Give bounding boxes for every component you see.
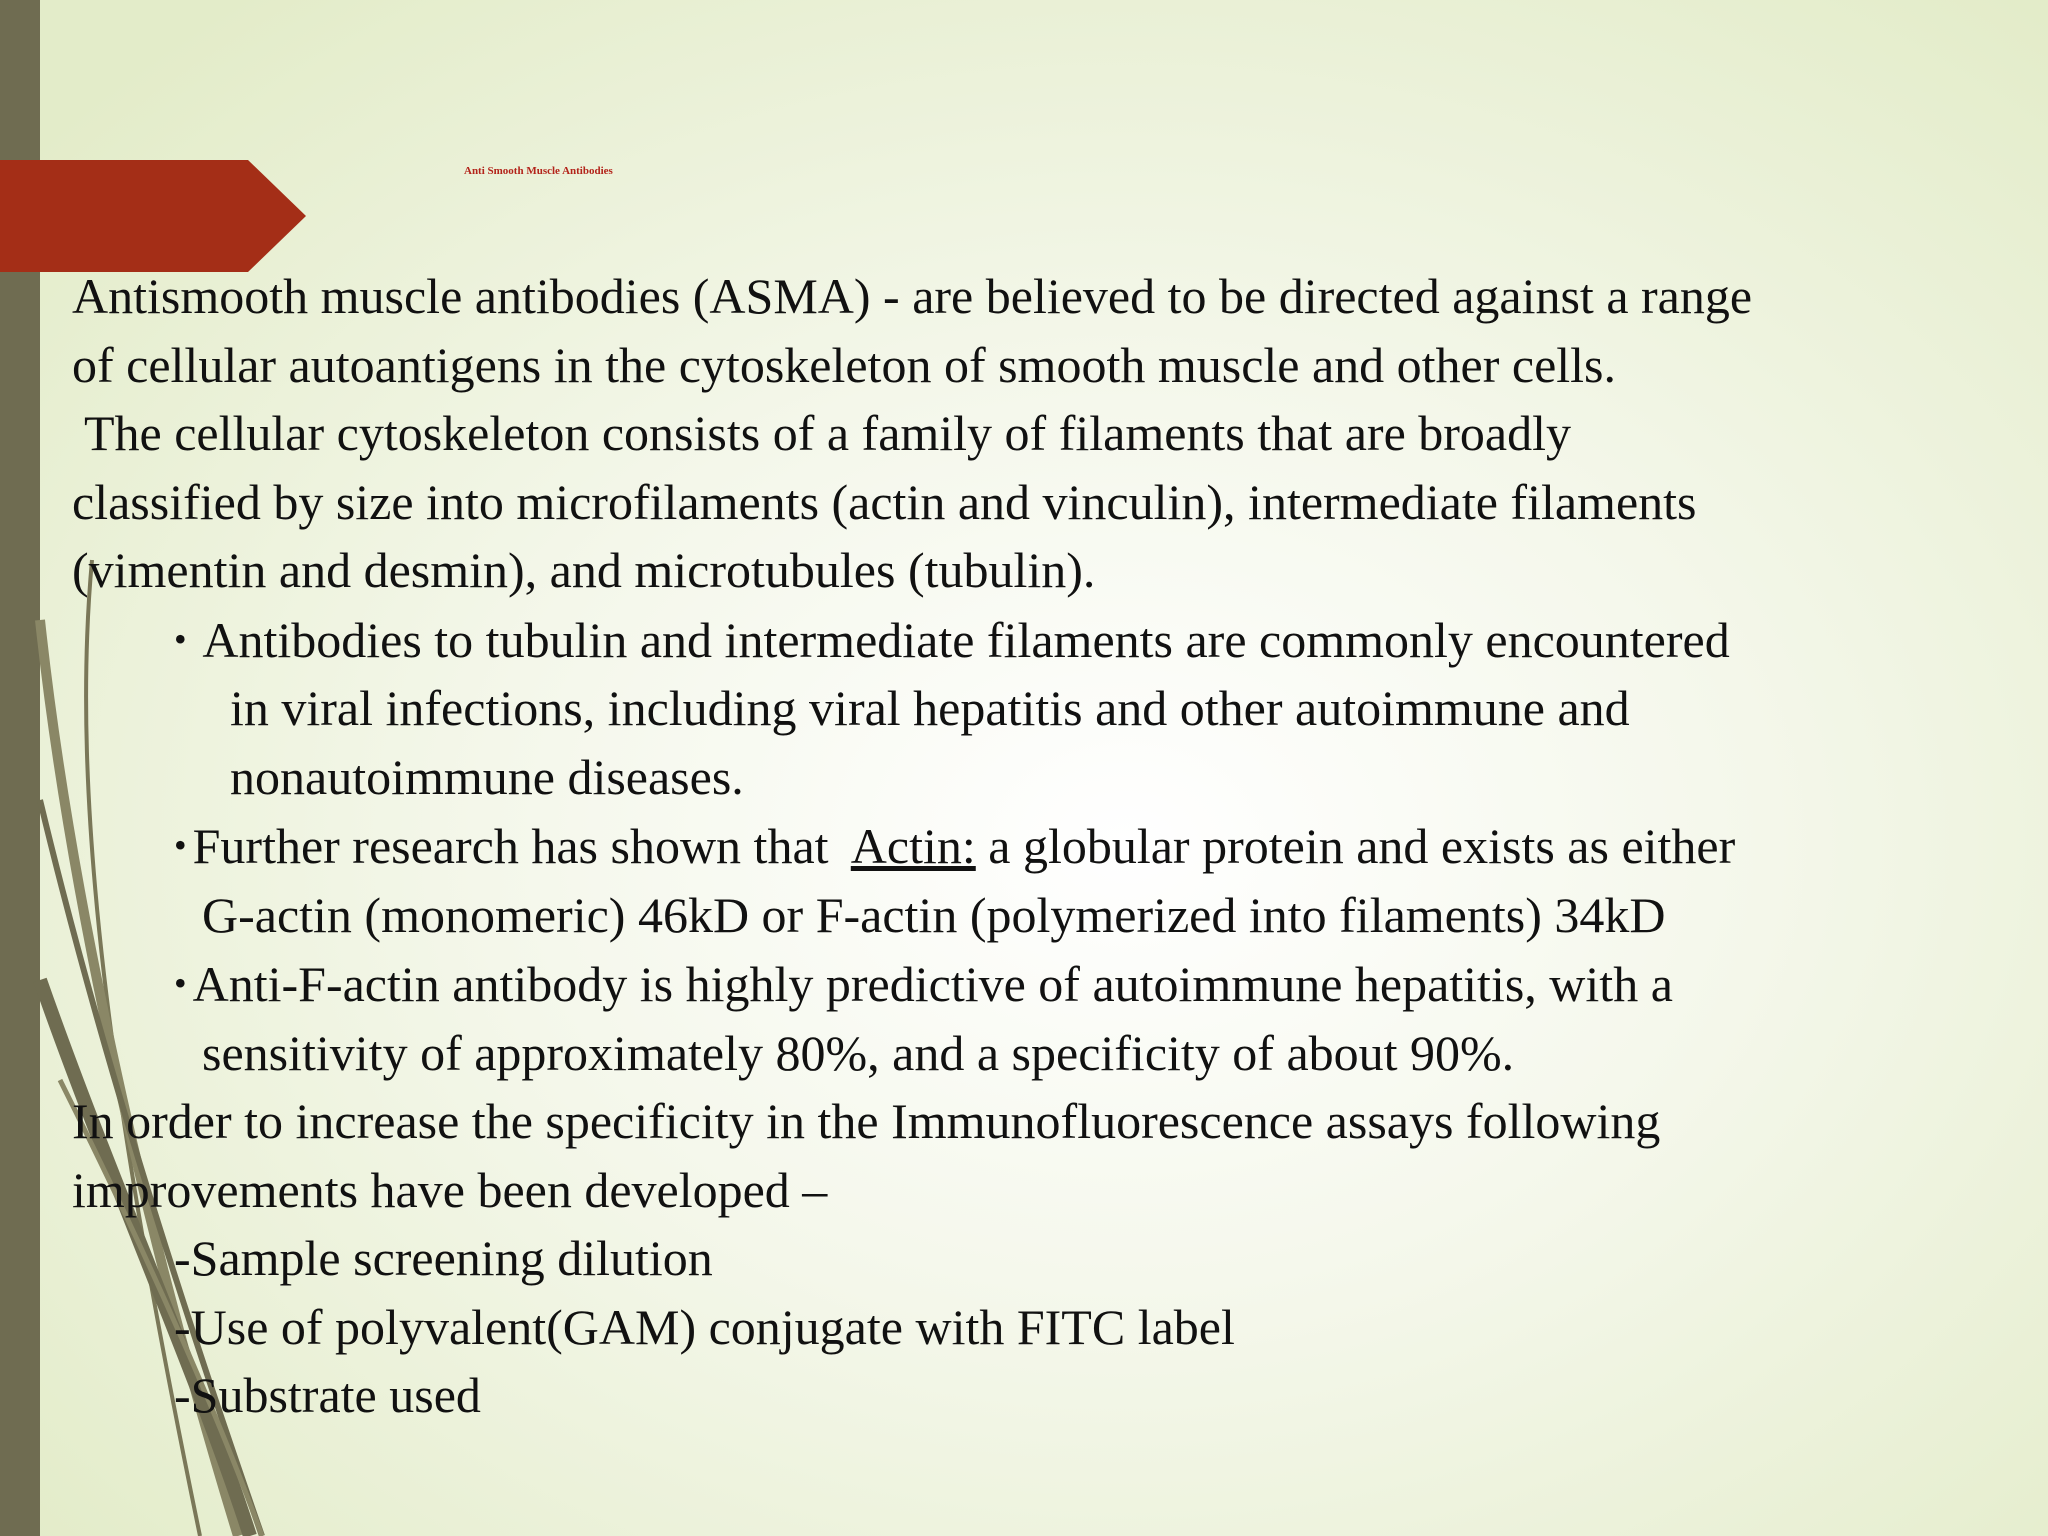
para3-line1: In order to increase the specificity in the Immunofluorescence assays following bbox=[72, 1093, 1661, 1149]
bullet2-line1 bbox=[72, 811, 2032, 881]
bullet-dot-icon: • bbox=[174, 825, 187, 865]
dash-item-2: -Use of polyvalent(GAM) conjugate with FITC label bbox=[174, 1298, 1235, 1355]
bullet2-prefix: Further research has shown that bbox=[192, 818, 829, 874]
bullet2-suffix: a globular protein and exists as either bbox=[988, 818, 1736, 874]
bullet3-line1 bbox=[72, 949, 2032, 1019]
para2-line3: (vimentin and desmin), and microtubules (tubulin). bbox=[72, 542, 1096, 598]
para1-line1: Antismooth muscle antibodies (ASMA) - are believed to be directed against a range bbox=[72, 268, 1753, 324]
bullet1-line2: in viral infections, including viral hepatitis and other autoimmune and bbox=[230, 680, 1630, 736]
bullet2-line2: G-actin (monomeric) 46kD or F-actin (polymerized into filaments) 34kD bbox=[202, 886, 1666, 943]
bullet1-line1 bbox=[72, 605, 2032, 675]
para2-line2: classified by size into microfilaments (actin and vinculin), intermediate filaments bbox=[72, 473, 1697, 530]
bullet-dot-icon: • bbox=[174, 963, 187, 1003]
para2-line1: The cellular cytoskeleton consists of a family of filaments that are broadly bbox=[84, 405, 1572, 461]
slide-body bbox=[72, 262, 2032, 1430]
dash-item-1: -Sample screening dilution bbox=[174, 1230, 713, 1286]
bullet3-line2: sensitivity of approximately 80%, and a specificity of about 90%. bbox=[202, 1024, 1515, 1081]
bullet-dot-icon: • bbox=[174, 618, 187, 659]
dash-item-3: -Substrate used bbox=[174, 1367, 481, 1423]
bullet1-line3: nonautoimmune diseases. bbox=[230, 748, 744, 805]
slide-title: Anti Smooth Muscle Antibodies bbox=[464, 165, 613, 177]
para1-line2: of cellular autoantigens in the cytoskeleton of smooth muscle and other cells. bbox=[72, 336, 1617, 393]
bullet3-text: Anti-F-actin antibody is highly predictive of autoimmune hepatitis, with a bbox=[192, 956, 1673, 1012]
actin-term: Actin: bbox=[850, 818, 976, 874]
bullet1-text: Antibodies to tubulin and intermediate filaments are commonly encountered bbox=[202, 611, 1730, 668]
para3-line2: improvements have been developed – bbox=[72, 1161, 828, 1218]
title-arrow-shape bbox=[0, 160, 306, 272]
